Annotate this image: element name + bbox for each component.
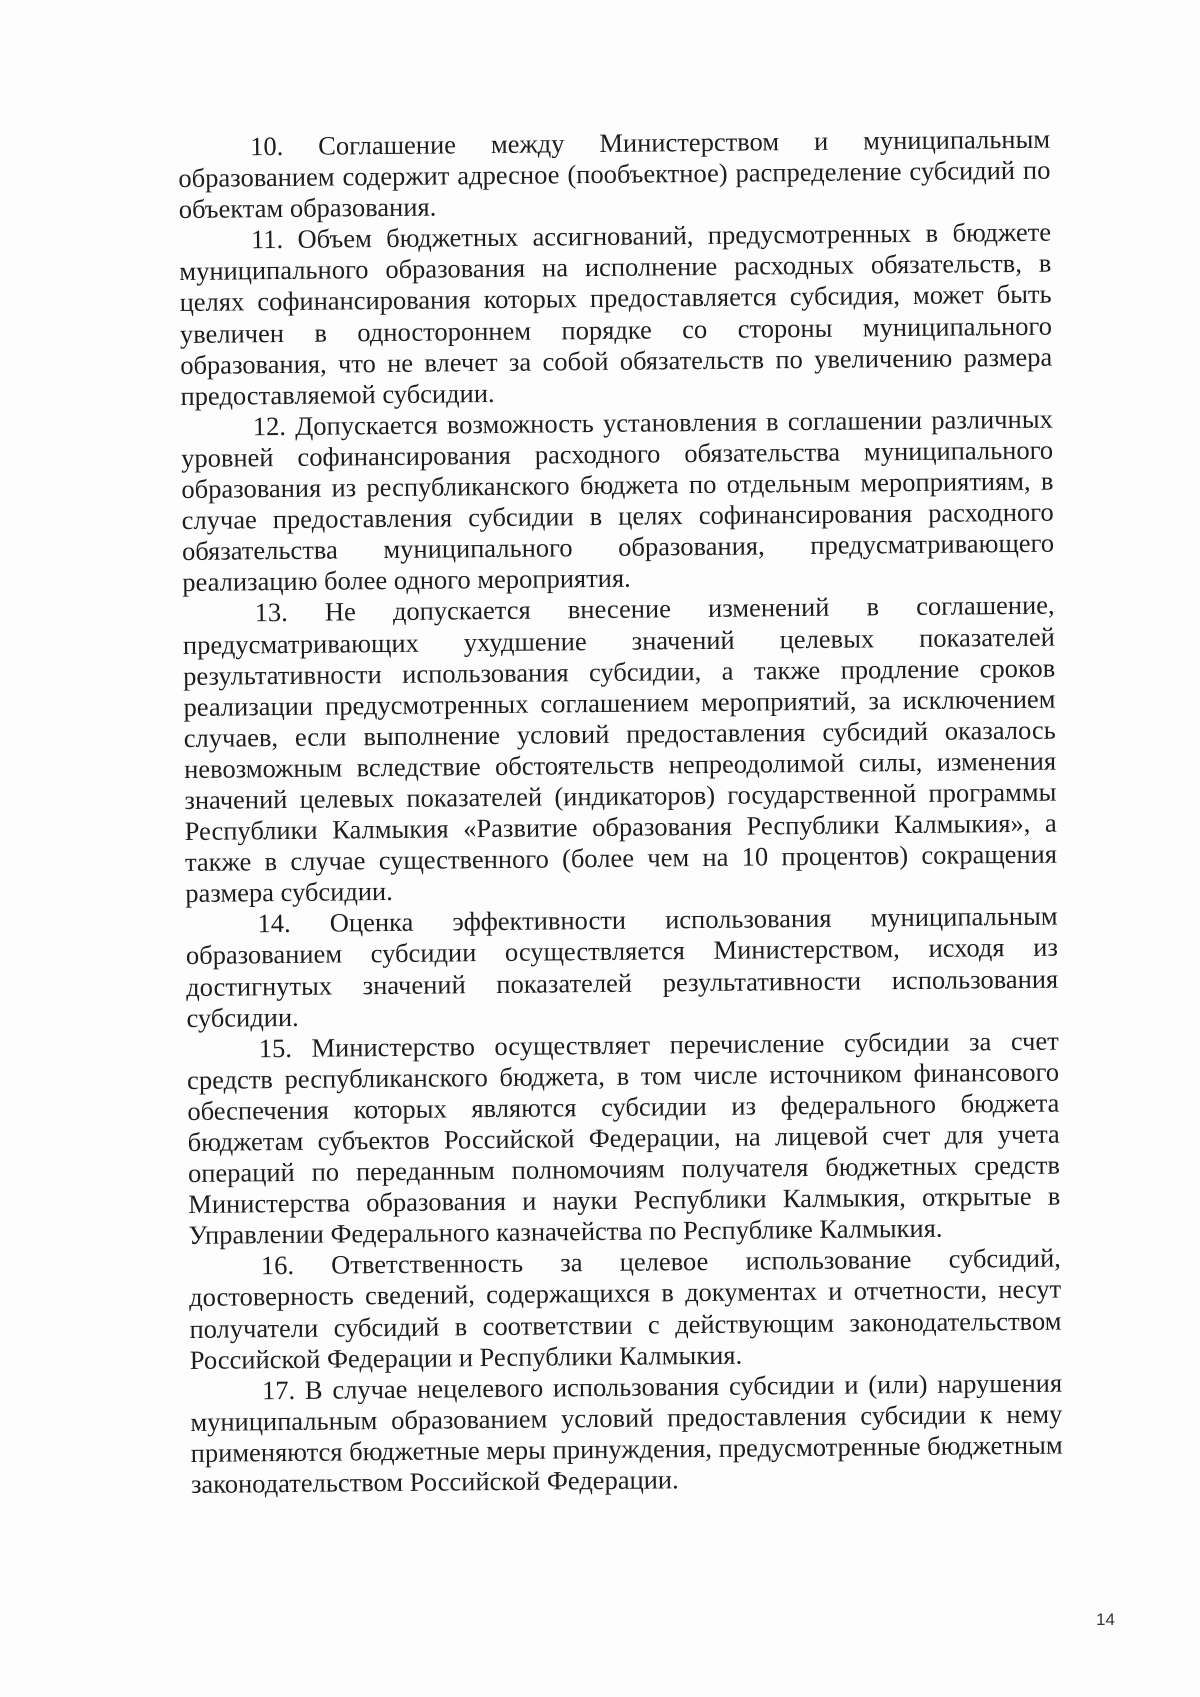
document-body bbox=[178, 124, 1063, 1500]
paragraph-16: 16. Ответственность за целевое использование субсидий, достоверность сведений, содержащихся в документах и отчетности, несут получатели субсидий в соответствии с действующим законодательством Российской Федерации и Республики Калмыкия. bbox=[189, 1242, 1062, 1375]
paragraph-10: 10. Соглашение между Министерством и муниципальным образованием содержит адресное (пообъектное) распределение субсидий по объектам образования. bbox=[178, 123, 1051, 225]
paragraph-14: 14. Оценка эффективности использования муниципальным образованием субсидии осуществляется Министерством, исходя из достигнутых значений показателей результативности использования субсидии. bbox=[185, 900, 1059, 1033]
paragraph-11: 11. Объем бюджетных ассигнований, предусмотренных в бюджете муниципального образования на исполнение расходных обязательств, в целях софинансирования которых предоставляется субсидия, может быть увеличен в одностороннем порядке со стороны муниципального образования, что не влечет за собой обязательств по увеличению размера предоставляемой субсидии. bbox=[179, 216, 1053, 411]
paragraph-12: 12. Допускается возможность установления в соглашении различных уровней софинансирования расходного обязательства муниципального образования из республиканского бюджета по отдельным мероприятиям, в случае предоставления субсидии в целях софинансирования расходного обязательства муниципального образования, предусматривающего реализацию более одного мероприятия. bbox=[180, 403, 1055, 598]
paragraph-13: 13. Не допускается внесение изменений в соглашение, предусматривающих ухудшение значений целевых показателей результативности использования субсидии, а также продление сроков реализации предусмотренных соглашением мероприятий, за исключением случаев, если выполнение условий предоставления субсидий оказалось невозможным вследствие обстоятельств непреодолимой силы, изменения значений целевых показателей (индикаторов) государственной программы Республики Калмыкия «Развитие образования Республики Калмыкия», а также в случае существенного (более чем на 10 процентов) сокращения размера субсидии. bbox=[182, 590, 1058, 909]
page-number: 14 bbox=[1096, 1610, 1115, 1629]
paragraph-15: 15. Министерство осуществляет перечисление субсидии за счет средств республиканского бюджета, в том числе источником финансового обеспечения которых являются субсидии из федерального бюджета бюджетам субъектов Российской Федерации, на лицевой счет для учета операций по переданным полномочиям получателя бюджетных средств Министерства образования и науки Республики Калмыкия, открытые в Управлении Федерального казначейства по Республике Калмыкия. bbox=[186, 1025, 1061, 1251]
paragraph-17: 17. В случае нецелевого использования субсидии и (или) нарушения муниципальным образованием условий предоставления субсидии к нему применяются бюджетные меры принуждения, предусмотренные бюджетным законодательством Российской Федерации. bbox=[190, 1367, 1063, 1499]
